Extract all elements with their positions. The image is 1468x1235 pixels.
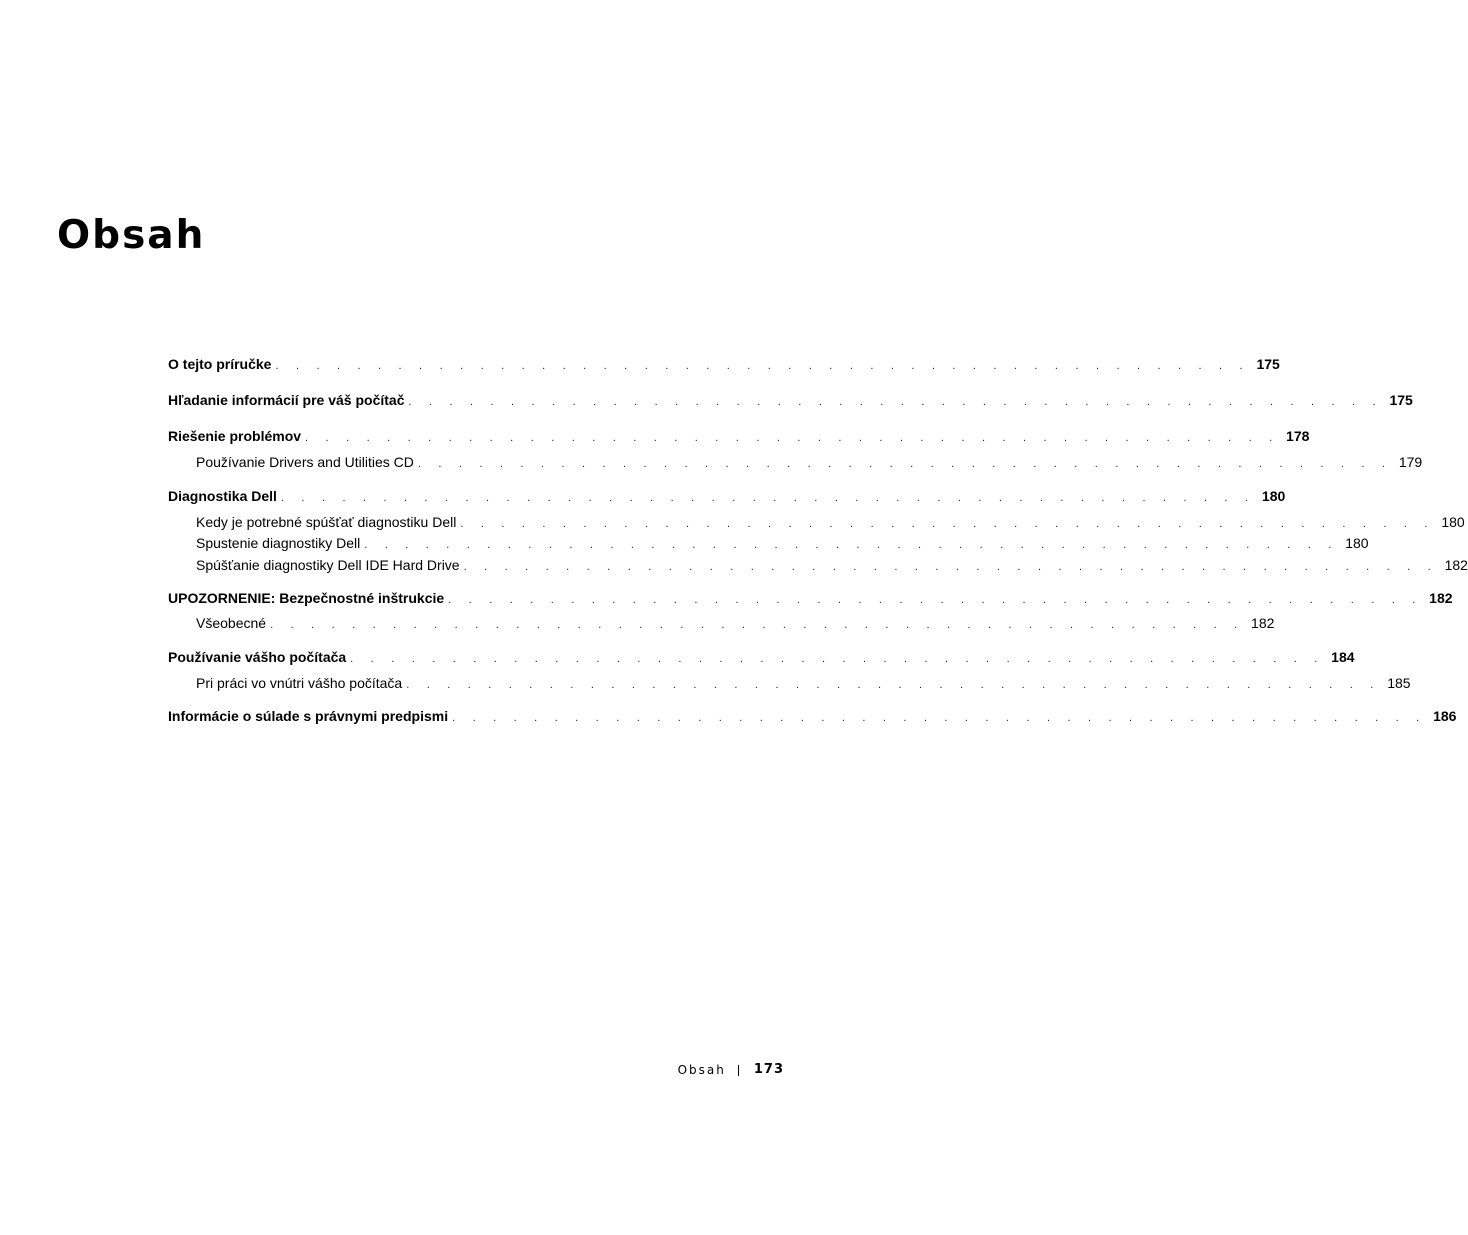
toc-dot-leader: . . . . . . . . . . . . . . . . . . . . . . . . . . . . . . . . . . . . . . . . . . . . . . . . — [364, 539, 1339, 551]
toc-entry-page: 182 — [1251, 615, 1275, 631]
toc-dot-leader: . . . . . . . . . . . . . . . . . . . . . . . . . . . . . . . . . . . . . . . . . . . . . . . . — [448, 594, 1423, 606]
toc-entry[interactable] — [168, 354, 1280, 376]
toc-entry-page: 182 — [1429, 590, 1453, 606]
page-footer — [678, 1060, 784, 1080]
toc-entry-label: Používanie vášho počítača — [168, 648, 347, 665]
toc-entry-page: 180 — [1441, 513, 1465, 530]
footer-section-title: Obsah — [677, 1063, 726, 1077]
toc-dot-leader: . . . . . . . . . . . . . . . . . . . . . . . . . . . . . . . . . . . . . . . . . . . . . . . . — [305, 432, 1280, 444]
toc-subentry[interactable] — [168, 613, 1275, 635]
toc-entry-page: 175 — [1389, 392, 1413, 408]
page-title: Obsah — [57, 213, 206, 258]
toc-entry-page: 186 — [1433, 708, 1457, 724]
footer-separator — [738, 1065, 739, 1076]
toc-subentry[interactable] — [168, 452, 1423, 474]
toc-entry-page: 184 — [1331, 648, 1355, 665]
toc-entry-label: UPOZORNENIE: Bezpečnostné inštrukcie — [168, 590, 445, 606]
toc-entry-label: Spustenie diagnostiky Dell — [196, 535, 361, 551]
toc-dot-leader: . . . . . . . . . . . . . . . . . . . . . . . . . . . . . . . . . . . . . . . . . . . . . . . . — [275, 360, 1250, 372]
toc-dot-leader: . . . . . . . . . . . . . . . . . . . . . . . . . . . . . . . . . . . . . . . . . . . . . . . . — [417, 458, 1393, 470]
toc-entry[interactable] — [168, 426, 1310, 448]
toc-entry-label: O tejto príručke — [168, 356, 272, 372]
toc-entry-label: Diagnostika Dell — [168, 487, 277, 504]
toc-subentry[interactable] — [168, 555, 1468, 577]
toc-dot-leader: . . . . . . . . . . . . . . . . . . . . . . . . . . . . . . . . . . . . . . . . . . . . . . . . — [408, 396, 1383, 408]
toc-entry-label: Používanie Drivers and Utilities CD — [196, 454, 414, 470]
toc-dot-leader: . . . . . . . . . . . . . . . . . . . . . . . . . . . . . . . . . . . . . . . . . . . . . . . . — [460, 517, 1435, 530]
toc-entry-label: Všeobecné — [196, 615, 267, 631]
toc-entry-page: 179 — [1398, 454, 1423, 470]
toc-entry[interactable] — [168, 588, 1453, 610]
toc-entry[interactable] — [168, 390, 1413, 412]
toc-dot-leader: . . . . . . . . . . . . . . . . . . . . . . . . . . . . . . . . . . . . . . . . . . . . . . . . — [463, 560, 1438, 573]
footer-page-number: 173 — [753, 1062, 784, 1077]
toc-entry[interactable] — [168, 706, 1457, 728]
toc-entry-page: 180 — [1345, 535, 1369, 551]
toc-dot-leader: . . . . . . . . . . . . . . . . . . . . . . . . . . . . . . . . . . . . . . . . . . . . . . . . — [270, 619, 1245, 631]
toc-subentry[interactable] — [168, 512, 1465, 534]
toc-dot-leader: . . . . . . . . . . . . . . . . . . . . . . . . . . . . . . . . . . . . . . . . . . . . . . . . — [280, 491, 1256, 504]
toc-entry-label: Informácie o súlade s právnymi predpismi — [168, 708, 449, 724]
toc-entry-label: Riešenie problémov — [168, 428, 302, 444]
toc-entry-page: 182 — [1444, 556, 1468, 573]
toc-entry-page: 180 — [1261, 487, 1286, 504]
toc-entry-label: Hľadanie informácií pre váš počítač — [168, 392, 405, 408]
toc-entry-page: 185 — [1387, 674, 1411, 691]
toc-entry[interactable] — [168, 647, 1355, 669]
toc-dot-leader: . . . . . . . . . . . . . . . . . . . . . . . . . . . . . . . . . . . . . . . . . . . . . . . . — [406, 678, 1381, 691]
toc-dot-leader: . . . . . . . . . . . . . . . . . . . . . . . . . . . . . . . . . . . . . . . . . . . . . . . . — [452, 712, 1427, 724]
toc-subentry[interactable] — [168, 533, 1369, 555]
toc-entry[interactable] — [168, 486, 1286, 508]
toc-entry-page: 178 — [1286, 428, 1310, 444]
toc-entry-label: Spúšťanie diagnostiky Dell IDE Hard Drive — [196, 556, 460, 573]
toc-dot-leader: . . . . . . . . . . . . . . . . . . . . . . . . . . . . . . . . . . . . . . . . . . . . . . . . — [350, 652, 1325, 665]
toc-subentry[interactable] — [168, 673, 1411, 695]
table-of-contents — [168, 354, 1468, 728]
toc-entry-label: Kedy je potrebné spúšťať diagnostiku Dell — [196, 513, 457, 530]
toc-entry-page: 175 — [1256, 356, 1280, 372]
toc-entry-label: Pri práci vo vnútri vášho počítača — [196, 674, 403, 691]
